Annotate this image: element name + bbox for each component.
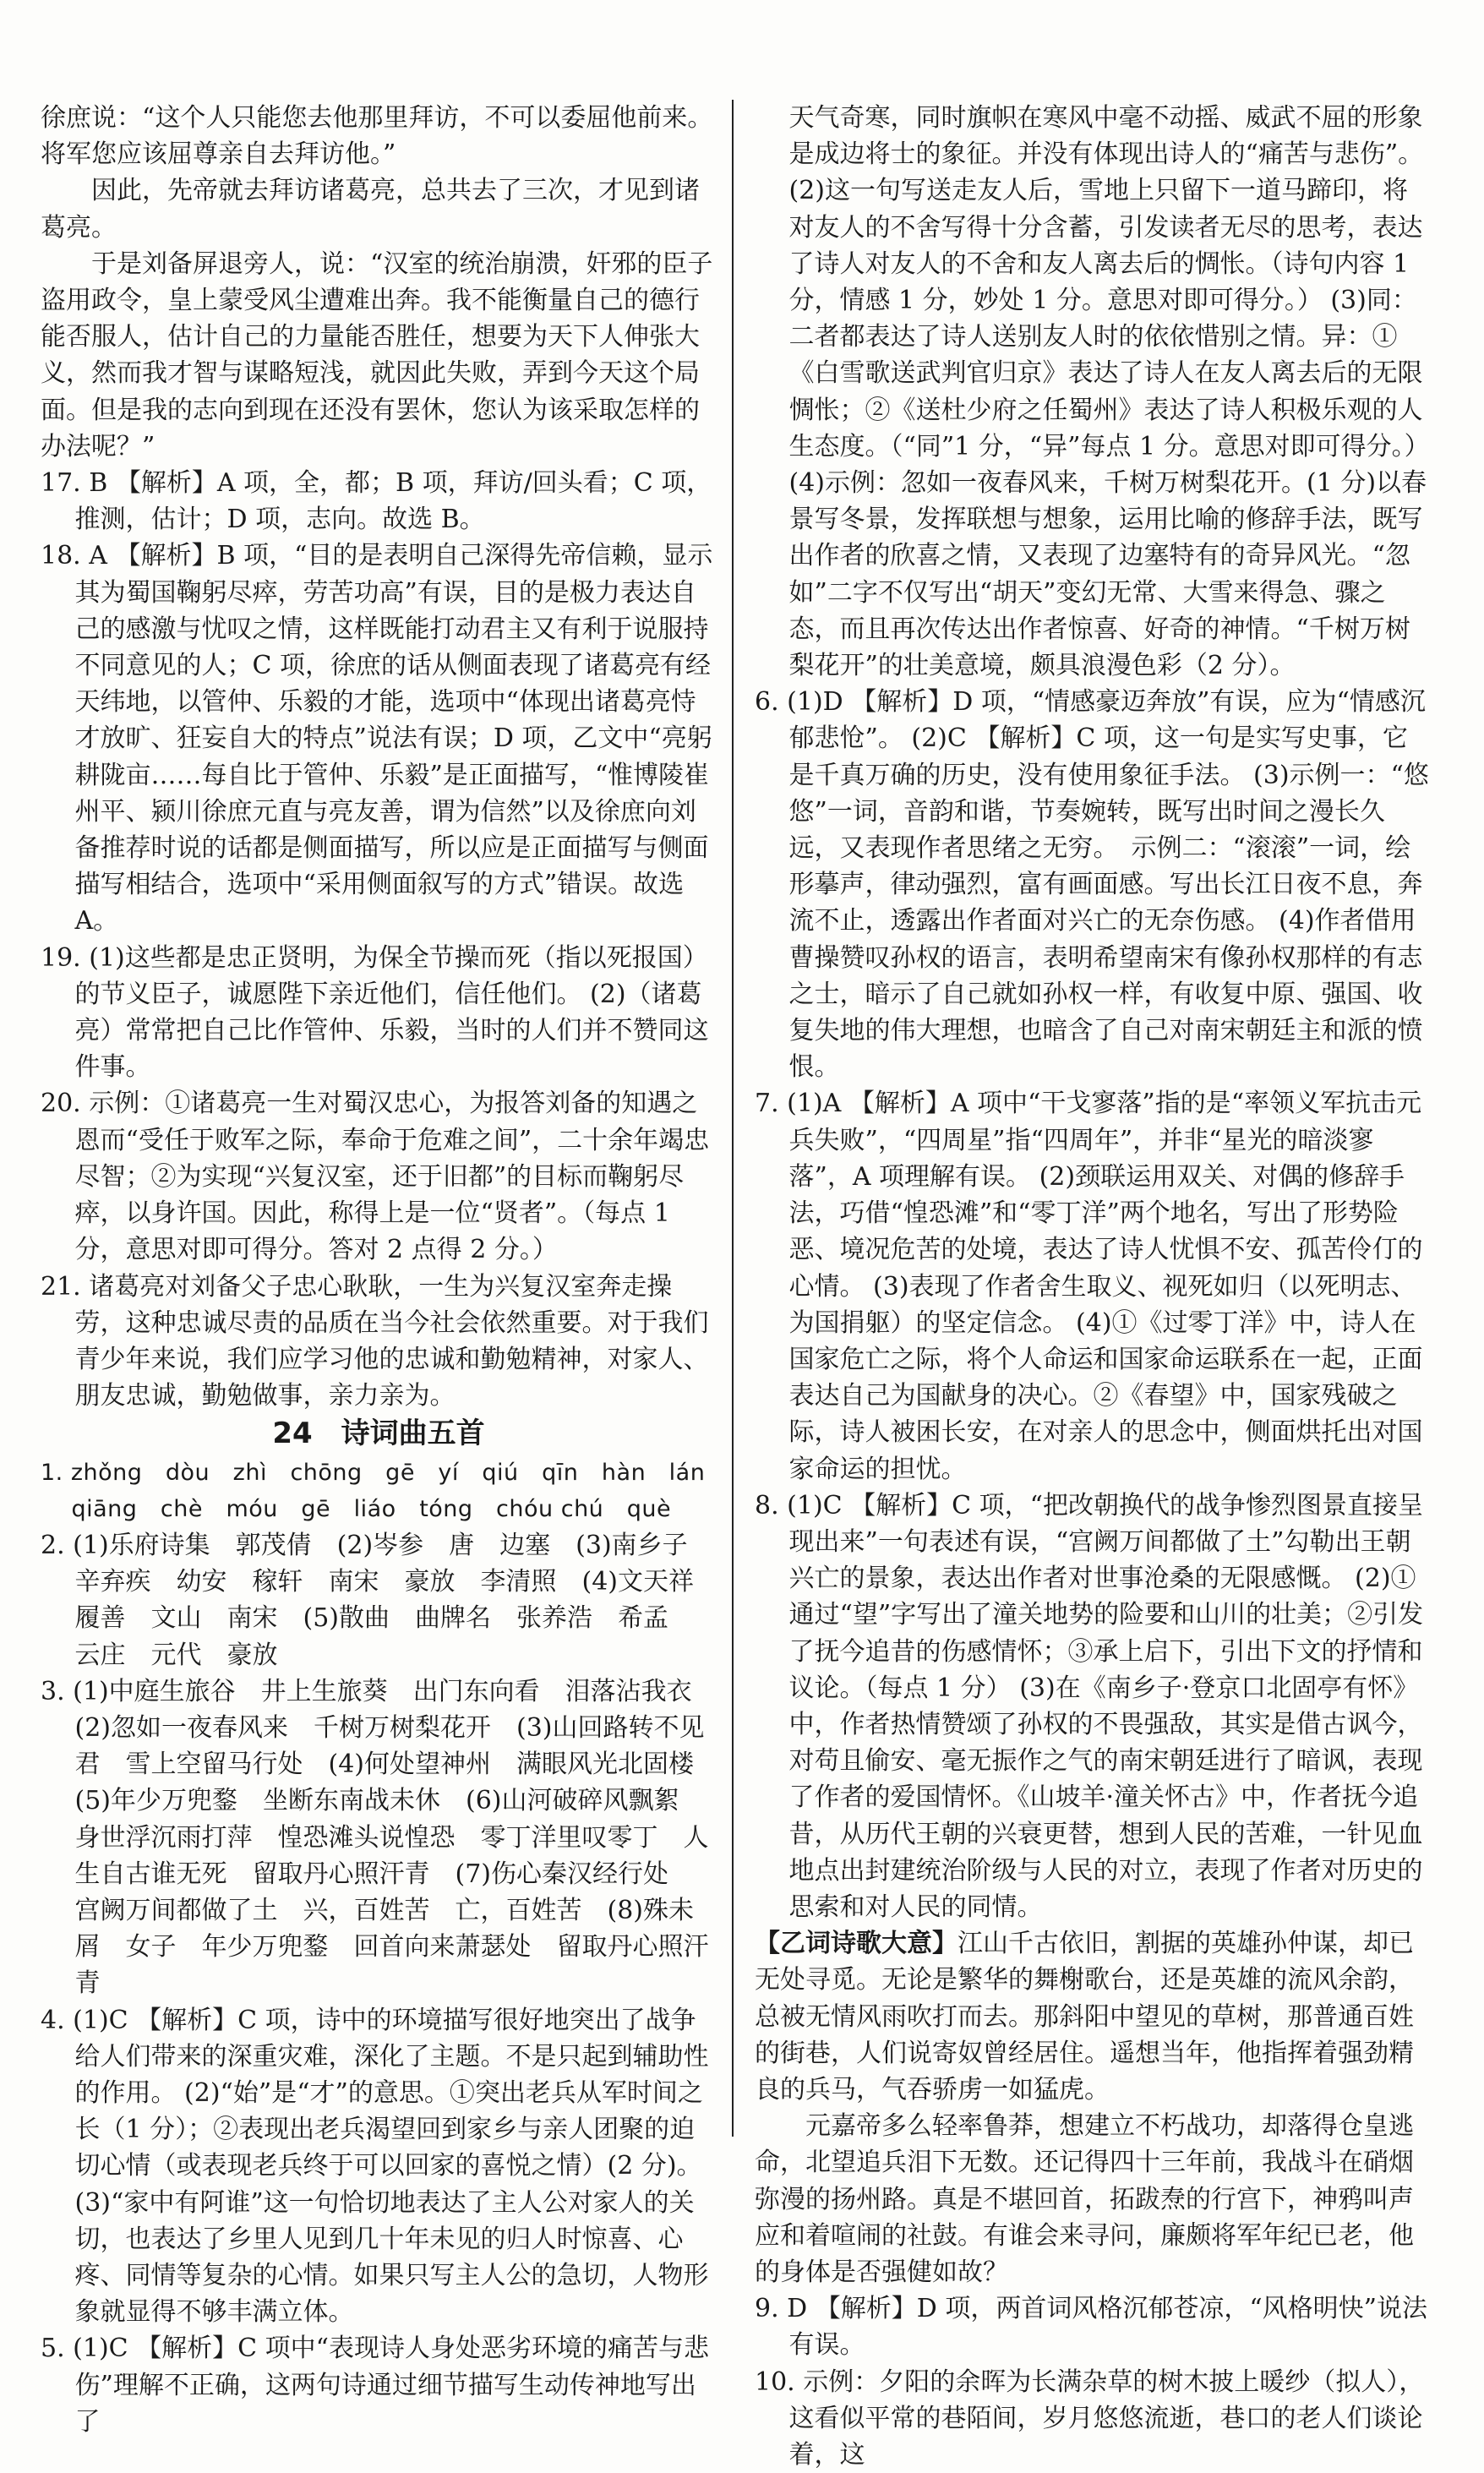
yi-ci-label: 【乙词诗歌大意】 <box>755 1929 958 1959</box>
answer-3: 3. (1)中庭生旅谷 井上生旅葵 出门东向看 泪落沾我衣 (2)忽如一夜春风来 千树万树梨花开 (3)山回路转不见君 雪上空留马行处 (4)何处望神州 满眼风光北固楼 (5)年少万兜鍪 坐断东南战未休 (6)山河破碎风飘絮 身世浮沉雨打萍 惶恐滩头说惶恐 零丁洋里叹零丁 人生自古谁无死 留取丹心照汗青 (7)伤心秦汉经行处 宫阙万间都做了土 兴，百姓苦 亡，百姓苦 (8)殊未屑 女子 年少万兜鍪 回首向来萧瑟处 留取丹心照汗青 <box>41 1676 719 1999</box>
yi-ci-paragraph <box>755 1925 1431 2108</box>
section-heading: 24 诗词曲五首 <box>272 1417 485 1451</box>
column-divider <box>732 100 734 2137</box>
answer-4: 4. (1)C 【解析】C 项，诗中的环境描写很好地突出了战争给人们带来的深重灾难，深化了主题。不是只起到辅助性的作用。 (2)“始”是“才”的意思。①突出老兵从军时间之长（1 分）；②表现出老兵渴望回到家乡与亲人团聚的迫切心情（或表现老兵终于可以回家的喜悦之情）(2 分)。 (3)“家中有阿谁”这一句恰切地表达了主人公对家人的关切，也表达了乡里人见到几十年未见的归人时惊喜、心疼、同情等复杂的心情。如果只写主人公的急切，人物形象就显得不够丰满立体。 <box>41 2005 709 2328</box>
answer-1-pinyin-line-2: qiāng chè móu gē liáo tóng chóu chú què <box>71 1495 672 1522</box>
answer-17: 17. B 【解析】A 项，全，都；B 项，拜访/回头看；C 项，推测，估计；D 项，志向。故选 B。 <box>41 468 712 535</box>
answer-9: 9. D 【解析】D 项，两首词风格沉郁苍凉，“风格明快”说法有误。 <box>755 2294 1428 2361</box>
answer-5-parts: (2)这一句写送走友人后，雪地上只留下一道马蹄印，将对友人的不舍写得十分含蓄，引发读者无尽的思考，表达了诗人对友人的不舍和友人离去后的惆怅。（诗句内容 1 分，情感 1 分，妙处 1 分。意思对即可得分。） (3)同：二者都表达了诗人送别友人时的依依惜别之情。异：①《白雪歌送武判官归京》表达了诗人在友人离去后的无限惆怅；②《送杜少府之任蜀州》表达了诗人积极乐观的人生态度。（“同”1 分，“异”每点 1 分。意思对即可得分。） (4)示例：忽如一夜春风来，千树万树梨花开。(1 分)以春景写冬景，发挥联想与想象，运用比喻的修辞手法，既写出作者的欣喜之情，又表现了边塞特有的奇异风光。“忽如”二字不仅写出“胡天”变幻无常、大雪来得急、骤之态，而且再次传达出作者惊喜、好奇的神情。“千树万树梨花开”的壮美意境，颇具浪漫色彩（2 分）。 <box>788 176 1430 681</box>
answer-10: 10. 示例：夕阳的余晖为长满杂草的树木披上暖纱（拟人），这看似平常的巷陌间，岁月悠悠流逝，巷口的老人们谈论着，这 <box>755 2367 1425 2470</box>
answer-7: 7. (1)A 【解析】A 项中“干戈寥落”指的是“率领义军抗击元兵失败”，“四周星”指“四周年”，并非“星光的暗淡寥落”，A 项理解有误。 (2)颈联运用双关、对偶的修辞手法，巧借“惶恐滩”和“零丁洋”两个地名，写出了形势险恶、境况危苦的处境，表达了诗人忧惧不安、孤苦伶仃的心情。 (3)表现了作者舍生取义、视死如归（以死明志、为国捐躯）的坚定信念。 (4)①《过零丁洋》中，诗人在国家危亡之际，将个人命运和国家命运联系在一起，正面表达自己为国献身的决心。②《春望》中，国家残破之际，诗人被困长安，在对亲人的思念中，侧面烘托出对国家命运的担忧。 <box>755 1089 1423 1484</box>
answer-20: 20. 示例：①诸葛亮一生对蜀汉忠心，为报答刘备的知遇之恩而“受任于败军之际，奉命于危难之间”，二十余年竭忠尽智；②为实现“兴复汉室，还于旧都”的目标而鞠躬尽瘁，以身许国。因此，称得上是一位“贤者”。（每点 1 分，意思对即可得分。答对 2 点得 2 分。） <box>41 1089 710 1265</box>
answer-18: 18. A 【解析】B 项，“目的是表明自己深得先帝信赖，显示其为蜀国鞠躬尽瘁，劳苦功高”有误，目的是极力表达自己的感激与忧叹之情，这样既能打动君主又有利于说服持不同意见的人；C 项，徐庶的话从侧面表现了诸葛亮有经天纬地，以管仲、乐毅的才能，选项中“体现出诸葛亮恃才放旷、狂妄自大的特点”说法有误；D 项，乙文中“亮躬耕陇亩……每自比于管仲、乐毅”是正面描写，“惟博陵崔州平、颍川徐庶元直与亮友善，谓为信然”以及徐庶向刘备推荐时说的话都是侧面描写，所以应是正面描写与侧面描写相结合，选项中“采用侧面叙写的方式”错误。故选 A。 <box>41 541 713 936</box>
answer-8: 8. (1)C 【解析】C 项，“把改朝换代的战争惨烈图景直接呈现出来”一句表述有误，“宫阙万间都做了土”勾勒出王朝兴亡的景象，表达出作者对世事沧桑的无限感慨。 (2)①通过“望”字写出了潼关地势的险要和山川的壮美；②引发了抚今追昔的伤感情怀；③承上启下，引出下文的抒情和议论。（每点 1 分） (3)在《南乡子·登京口北固亭有怀》中，作者热情赞颂了孙权的不畏强敌，其实是借古讽今，对苟且偷安、毫无振作之气的南宋朝廷进行了暗讽，表现了作者的爱国情怀。《山坡羊·潼关怀古》中，作者抚今追昔，从历代王朝的兴衰更替，想到人民的苦难，一针见血地点出封建统治阶级与人民的对立，表现了作者对历史的思索和对人民的同情。 <box>755 1490 1424 1922</box>
answer-19: 19. (1)这些都是忠正贤明，为保全节操而死（指以死报国）的节义臣子，诚愿陛下亲近他们，信任他们。 (2)（诸葛亮）常常把自己比作管仲、乐毅，当时的人们并不赞同这件事。 <box>41 942 709 1083</box>
right-column <box>755 100 1431 2473</box>
answer-5-continued: 天气奇寒，同时旗帜在寒风中毫不动摇、威武不屈的形象是成边将士的象征。并没有体现出诗人的“痛苦与悲伤”。 <box>788 103 1424 170</box>
answer-1-pinyin-line-1: 1. zhǒng dòu zhì chōng gē yí qiú qīn hàn lán <box>41 1459 706 1486</box>
left-column <box>41 100 717 2440</box>
answer-5: 5. (1)C 【解析】C 项中“表现诗人身处恶劣环境的痛苦与悲伤”理解不正确，这两句诗通过细节描写生动传神地写出了 <box>41 2334 709 2437</box>
yi-ci-text: 江山千古依旧，割据的英雄孙仲谋，却已无处寻觅。无论是繁华的舞榭歌台，还是英雄的流风余韵，总被无情风雨吹打而去。那斜阳中望见的草树，那普通百姓的街巷，人们说寄奴曾经居住。遥想当年，他指挥着强劲精良的兵马，气吞骄虏一如猛虎。 <box>755 1929 1414 2105</box>
translation-paragraph-2: 因此，先帝就去拜访诸葛亮，总共去了三次，才见到诸葛亮。 <box>41 176 700 243</box>
yuan-jia-paragraph: 元嘉帝多么轻率鲁莽，想建立不朽战功，却落得仓皇逃命，北望追兵泪下无数。还记得四十三年前，我战斗在硝烟弥漫的扬州路。真是不堪回首，拓跋焘的行宫下，神鸦叫声应和着喧闹的社鼓。有谁会来寻问，廉颇将军年纪已老，他的身体是否强健如故？ <box>755 2111 1414 2287</box>
translation-paragraph-1: 徐庶说：“这个人只能您去他那里拜访，不可以委屈他前来。将军您应该屈尊亲自去拜访他。” <box>41 103 713 170</box>
answer-21: 21. 诸葛亮对刘备父子忠心耿耿，一生为兴复汉室奔走操劳，这种忠诚尽责的品质在当今社会依然重要。对于我们青少年来说，我们应学习他的忠诚和勤勉精神，对家人、朋友忠诚，勤勉做事，亲力亲为。 <box>41 1271 709 1411</box>
answer-6: 6. (1)D 【解析】D 项，“情感豪迈奔放”有误，应为“情感沉郁悲怆”。 (2)C 【解析】C 项，这一句是实写史事，它是千真万确的历史，没有使用象征手法。 (3)示例一：“悠悠”一词，音韵和谐，节奏婉转，既写出时间之漫长久远，又表现作者思绪之无穷。 示例二：“滚滚”一词，绘形摹声，律动强烈，富有画面感。写出长江日夜不息，奔流不止，透露出作者面对兴亡的无奈伤感。 (4)作者借用曹操赞叹孙权的语言，表明希望南宋有像孙权那样的有志之士，暗示了自己就如孙权一样，有收复中原、强国、收复失地的伟大理想，也暗含了自己对南宋朝廷主和派的愤恨。 <box>755 687 1429 1083</box>
translation-paragraph-3: 于是刘备屏退旁人，说：“汉室的统治崩溃，奸邪的臣子盗用政令，皇上蒙受风尘遭难出奔。我不能衡量自己的德行能否服人，估计自己的力量能否胜任，想要为天下人伸张大义，然而我才智与谋略短浅，就因此失败，弄到今天这个局面。但是我的志向到现在还没有罢休，您认为该采取怎样的办法呢？” <box>41 248 713 461</box>
answer-2: 2. (1)乐府诗集 郭茂倩 (2)岑参 唐 边塞 (3)南乡子 辛弃疾 幼安 稼轩 南宋 豪放 李清照 (4)文天祥 履善 文山 南宋 (5)散曲 曲牌名 张养浩 希孟 云庄 元代 豪放 <box>41 1530 719 1670</box>
